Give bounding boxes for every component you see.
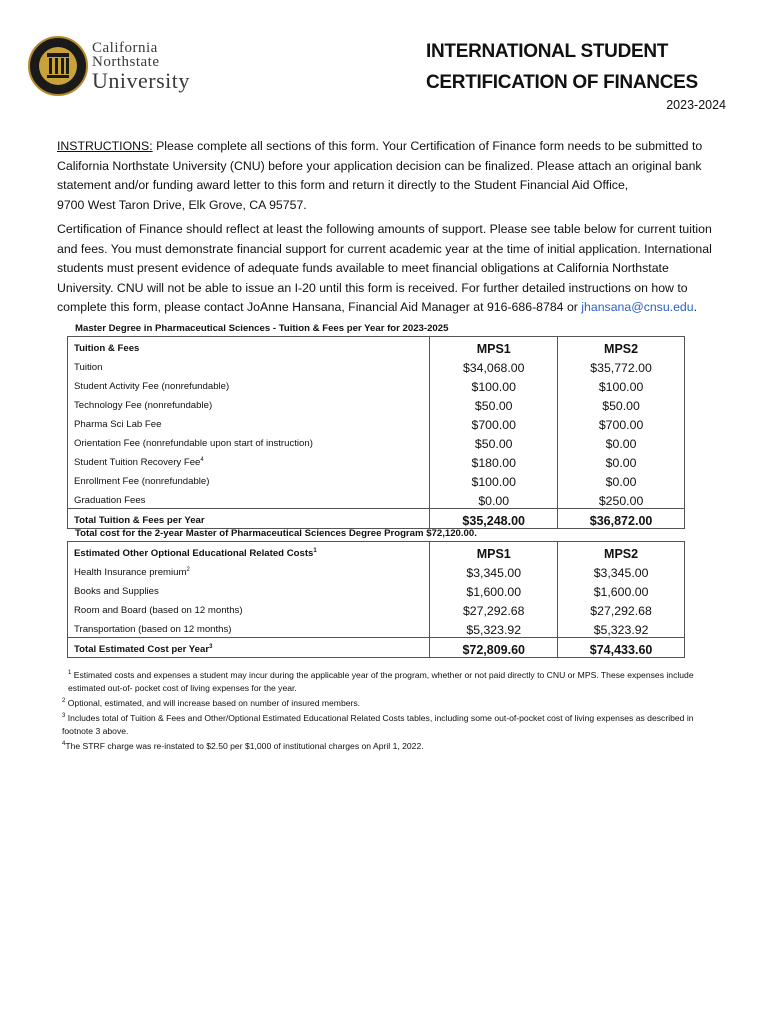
university-logo [28,36,208,98]
page-title: INTERNATIONAL STUDENT CERTIFICATION OF FINANCES [426,41,698,93]
seal-icon [28,36,88,96]
table-row: Health Insurance premium$^2$ $3,345.00 $3,345.00 [68,561,685,580]
support-paragraph: Certification of Finance should reflect at least the following amounts of support. Please see table below for current tuition and fees. You must demonstrate financial support for current academic year at the time of initial application. International students must present evidence of adequate funds available to meet financial obligations at California Northstate University. CNU will not be able to issue an I-20 until this form is received. For further detailed instructions on how to complete this form, please contact JoAnne Hansana, Financial Aid Manager at 916-686-8784 or jhansana@cnsu.edu. [57,222,712,314]
table-row: Pharma Sci Lab Fee $700.00 $700.00 [68,413,685,432]
email-link[interactable]: jhansana@cnsu.edu [581,300,694,314]
table-row: Technology Fee (nonrefundable) $50.00 $50.00 [68,394,685,413]
table-row: Room and Board (based on 12 months) $27,292.68 $27,292.68 [68,599,685,618]
instructions-paragraph: INSTRUCTIONS: Please complete all sections of this form. Your Certification of Finance form needs to be submitted to California Northstate University (CNU) before your application decision can be finalized. Please attach an original bank statement and/or funding award letter to this form and return it directly to the Student Financial Aid Office, 9700 West Taron Drive, Elk Grove, CA 95757. [57,139,703,212]
table-row: Orientation Fee (nonrefundable upon start of instruction) $50.00 $0.00 [68,432,685,451]
table-row: Transportation (based on 12 months) $5,323.92 $5,323.92 [68,618,685,638]
table-header-row: Estimated Other Optional Educational Related Costs$^1$ MPS1 MPS2 [68,542,685,562]
footnotes: $^1$ Estimated costs and expenses a student may incur during the applicable year of the program, whether or not paid directly to CNU or MPS. These expenses include estimated out-of- pocket cost of living expenses for the year. $^2$ Optional, estimated, and will increase based on number of insured members. $^3$ Includes total of Tuition & Fees and Other/Optional Estimated Educational Related Costs tables, including some out-of-pocket cost of living expenses as described in footnote 3 above. $^4$The STRF charge was re-instated to $2.50 per $1,000 of institutional charges on April 1, 2022. [62,670,694,751]
table-total-row: Total Tuition & Fees per Year $35,248.00 $36,872.00 [68,509,685,529]
table-header-row: Tuition & Fees MPS1 MPS2 [68,337,685,357]
logo-wordmark: California Northstate University [92,40,190,93]
table-total-row: Total Estimated Cost per Year$^3$ $72,809.60 $74,433.60 [68,638,685,658]
table1-caption: Master Degree in Pharmaceutical Sciences - Tuition & Fees per Year for 2023-2025 [75,323,449,334]
table-row: Student Activity Fee (nonrefundable) $100.00 $100.00 [68,375,685,394]
table-row: Enrollment Fee (nonrefundable) $100.00 $0.00 [68,470,685,489]
other-costs-table [67,541,685,658]
table-row: Tuition $34,068.00 $35,772.00 [68,356,685,375]
program-total-note: Total cost for the 2-year Master of Pharmaceutical Sciences Degree Program $72,120.00. [75,528,477,539]
table-row: Graduation Fees $0.00 $250.00 [68,489,685,509]
table-row: Student Tuition Recovery Fee$^4$ $180.00 $0.00 [68,451,685,470]
table-row: Books and Supplies $1,600.00 $1,600.00 [68,580,685,599]
academic-year: 2023-2024 [666,98,726,112]
tuition-fees-table [67,336,685,529]
